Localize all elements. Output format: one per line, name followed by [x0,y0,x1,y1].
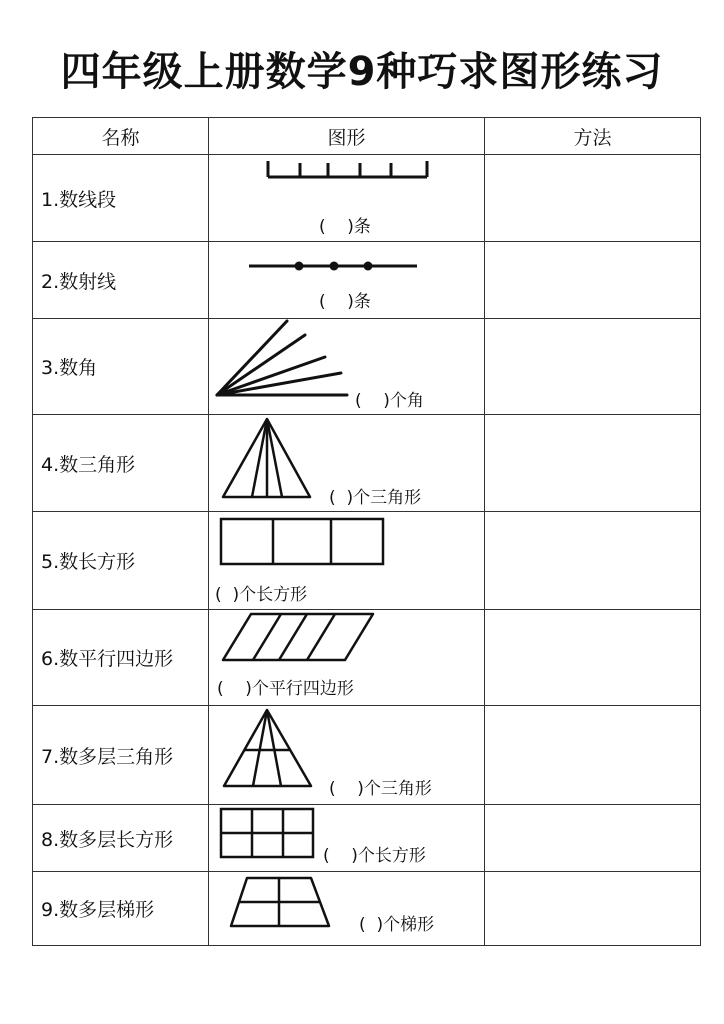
table-row [33,610,701,706]
row-name: 7.数多层三角形 [33,706,209,805]
row-name: 2.数射线 [33,242,209,319]
row-name: 6.数平行四边形 [33,610,209,706]
answer-blank: ( )条 [319,292,371,312]
figure-cell [209,610,485,706]
header-figure: 图形 [209,118,485,155]
page-title: 四年级上册数学9种巧求图形练习 [60,49,664,95]
answer-blank: ( )个长方形 [323,846,426,866]
table-row [33,155,701,242]
table-row [33,706,701,805]
header-method: 方法 [485,118,701,155]
answer-blank: ( )个三角形 [329,779,432,799]
method-cell[interactable] [485,805,701,872]
angle-figure [209,319,485,415]
method-cell[interactable] [485,706,701,805]
answer-blank: ( )个长方形 [215,585,308,605]
table-row [33,805,701,872]
row-name: 1.数线段 [33,155,209,242]
table-row [33,242,701,319]
answer-blank: ( )个平行四边形 [217,679,354,699]
figure-cell [209,805,485,872]
method-cell[interactable] [485,155,701,242]
row-name: 8.数多层长方形 [33,805,209,872]
table-row [33,415,701,512]
row-name: 4.数三角形 [33,415,209,512]
table-row [33,872,701,946]
method-cell[interactable] [485,242,701,319]
answer-blank: ( )个角 [355,391,424,411]
method-cell[interactable] [485,415,701,512]
row-name: 3.数角 [33,319,209,415]
table-row [33,512,701,610]
figure-cell [209,512,485,610]
method-cell[interactable] [485,512,701,610]
figure-cell [209,319,485,415]
worksheet-table [32,117,701,946]
header-name: 名称 [33,118,209,155]
figure-cell [209,872,485,946]
figure-cell [209,242,485,319]
header-row [33,118,701,155]
figure-cell [209,415,485,512]
method-cell[interactable] [485,319,701,415]
method-cell[interactable] [485,610,701,706]
layered-trapezoid-figure [209,872,485,946]
answer-blank: ( )个梯形 [359,915,435,935]
answer-blank: ( )条 [319,217,371,237]
row-name: 5.数长方形 [33,512,209,610]
figure-cell [209,155,485,242]
answer-blank: ( )个三角形 [329,488,422,508]
row-name: 9.数多层梯形 [33,872,209,946]
figure-cell [209,706,485,805]
table-row [33,319,701,415]
method-cell[interactable] [485,872,701,946]
